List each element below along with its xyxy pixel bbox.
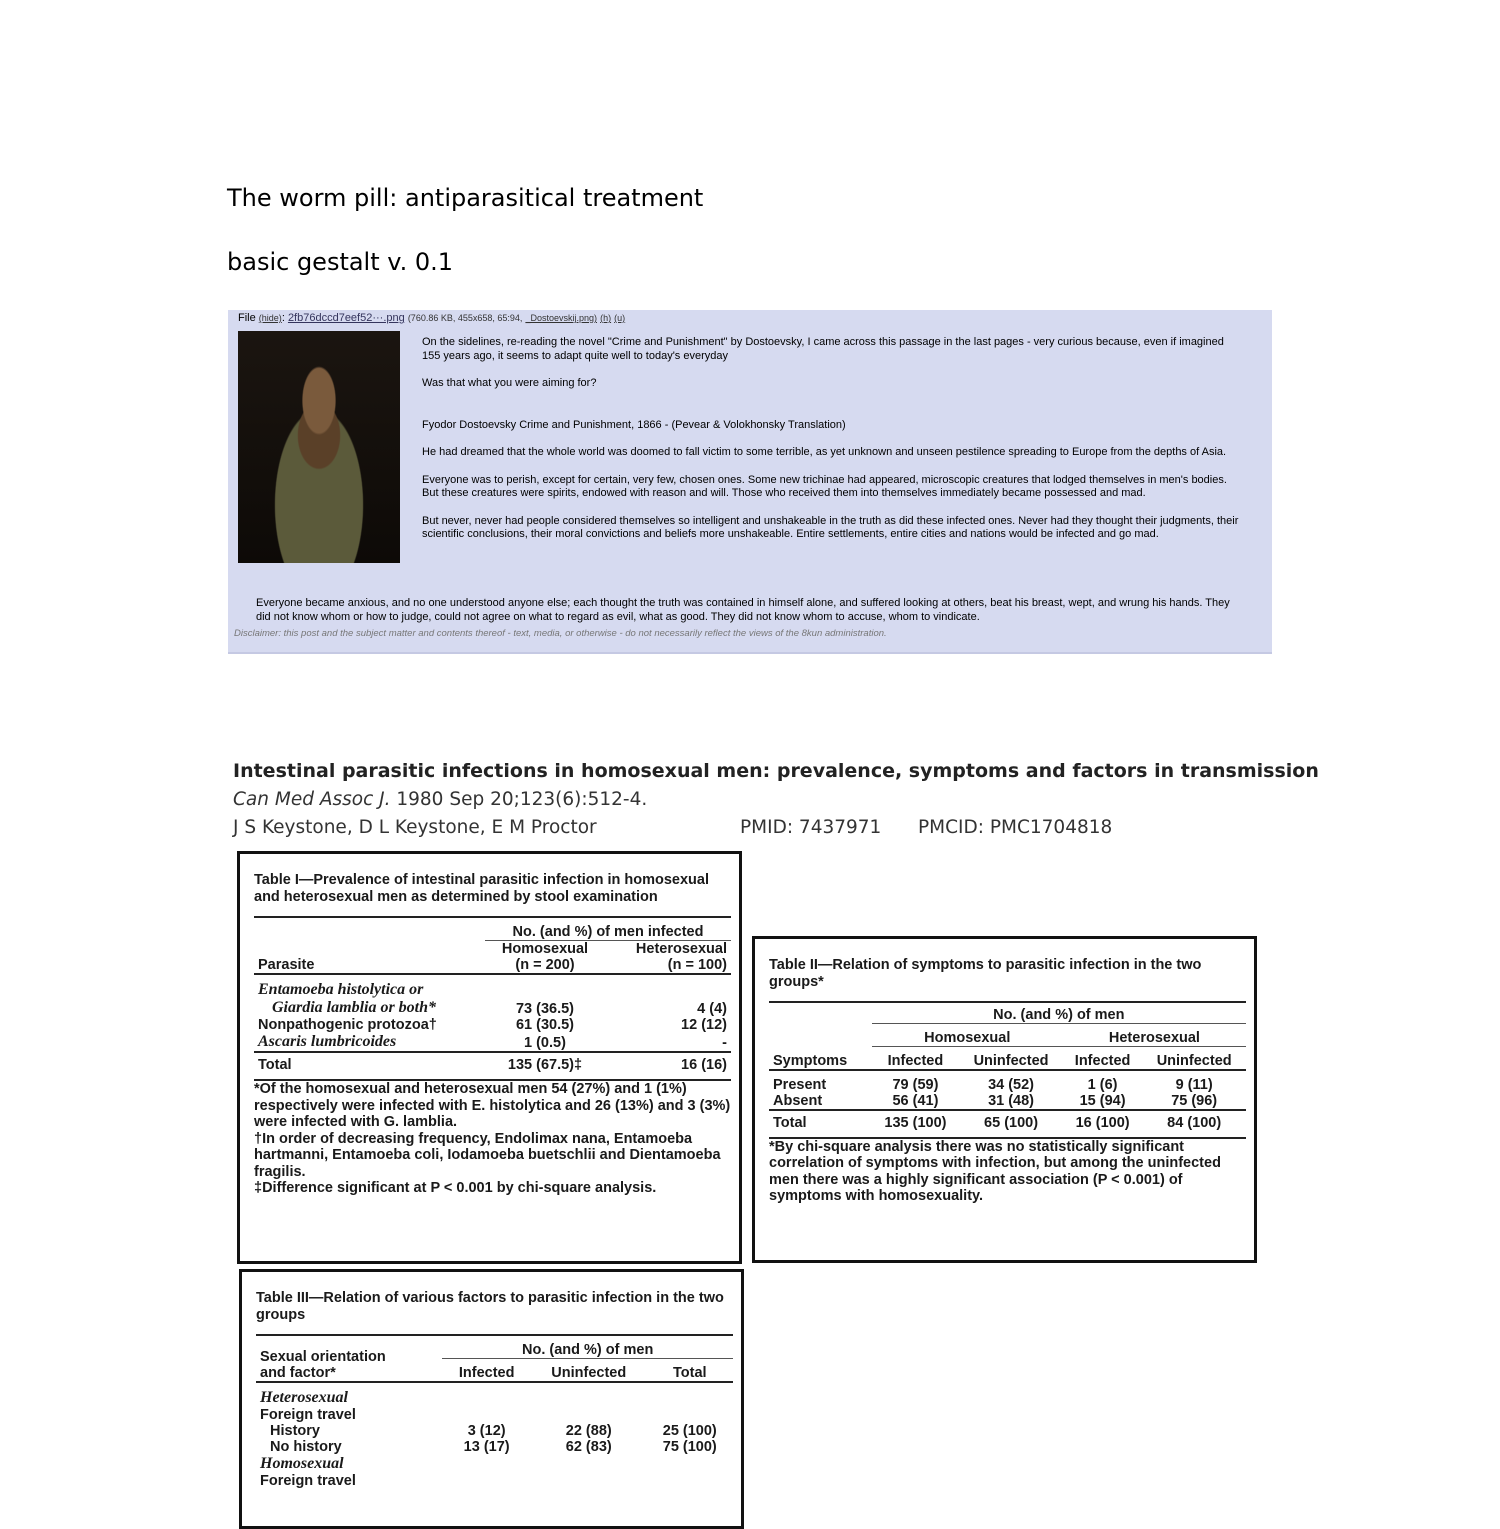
column-header: Uninfected [551, 1365, 627, 1381]
column-header-n: (n = 100) [667, 957, 727, 973]
h-link[interactable]: (h) [600, 313, 612, 323]
post-paragraph: But never, never had people considered themselves so intelligent and unshakeable in the truth as did these infected ones. Never had they thought their judgments, their scientific conclusions, their moral convictions and beliefs more unshakeable. Entire settlements, entire cities and nations would be infected and go mad. [422, 514, 1239, 540]
table-caption: Table III—Relation of various factors to parasitic infection in the two groups [256, 1290, 724, 1323]
table-row [256, 1382, 733, 1407]
table-footnote: *By chi-square analysis there was no statistically significant correlation of symptoms with infection, but among the uninfected men there was a highly significant association (P < 0.001) of symptoms with homosexuality. [769, 1137, 1246, 1205]
cell: 1 (6) [1087, 1076, 1118, 1093]
column-header: Infected [887, 1052, 944, 1069]
cell: 31 (48) [988, 1092, 1035, 1109]
cell: 9 (11) [1175, 1076, 1213, 1093]
column-header: Symptoms [773, 1052, 848, 1069]
post-body [422, 336, 1242, 556]
column-header: Infected [458, 1365, 515, 1381]
column-header: Heterosexual [635, 941, 727, 957]
cell: 62 (83) [565, 1439, 612, 1455]
hide-link[interactable]: (hide) [258, 313, 282, 323]
cell: 135 (67.5)‡ [507, 1057, 583, 1073]
cell: Entamoeba histolytica or [258, 981, 424, 998]
cell: 79 (59) [892, 1076, 939, 1093]
table-total-row [254, 1052, 731, 1073]
paper-authors: J S Keystone, D L Keystone, E M Proctor [233, 817, 597, 838]
cell: Total [773, 1114, 807, 1131]
cell: Homosexual [260, 1455, 344, 1472]
cell: 22 (88) [565, 1423, 612, 1439]
table-row [256, 1455, 733, 1473]
post-paragraph: Everyone was to perish, except for certain, very few, chosen ones. Some new trichinae had appeared, microscopic creatures that lodged themselves in men's bodies. But these creatures were spirits, endowed with reason and will. Those who received them into themselves immediately became possessed and mad. [422, 473, 1227, 499]
original-filename-link[interactable]: _Dostoevskij.png) [525, 313, 598, 323]
column-header: Uninfected [973, 1052, 1049, 1069]
cell: 16 (100) [1075, 1114, 1130, 1131]
column-header: Uninfected [1156, 1052, 1232, 1069]
filename-link[interactable]: 2fb76dccd7eef52···.png [287, 312, 405, 324]
post-paragraph: He had dreamed that the whole world was doomed to fall victim to some terrible, as yet unknown and unseen pestilence spreading to Europe from the depths of Asia. [422, 446, 1227, 458]
disclaimer: Disclaimer: this post and the subject matter and contents thereof - text, media, or otherwise - do not necessarily reflect the views of the 8kun administration. [234, 628, 887, 639]
cell: 75 (100) [662, 1439, 717, 1455]
column-group-header: No. (and %) of men [872, 1002, 1246, 1024]
table-row [256, 1439, 733, 1455]
paper-title: Intestinal parasitic infections in homosexual men: prevalence, symptoms and factors in transmission [233, 760, 1319, 782]
u-link[interactable]: (u) [614, 313, 626, 323]
cell: Foreign travel [260, 1473, 356, 1489]
post-paragraph: Was that what you were aiming for? [422, 377, 597, 389]
cell: 16 (16) [681, 1057, 727, 1073]
cell: Total [258, 1057, 292, 1073]
column-group-header: Heterosexual [1063, 1024, 1246, 1047]
cell: 4 (4) [697, 1001, 727, 1017]
table-row [254, 999, 731, 1017]
post-paragraph: Everyone became anxious, and no one understood anyone else; each thought the truth was contained in himself alone, and suffered looking at others, beat his breast, wept, and wrung his hands. They did not know whom or how to judge, could not agree on what to regard as evil, what as good. They did not know whom to accuse, whom to vindicate. [256, 597, 1230, 623]
cell: 56 (41) [892, 1092, 939, 1109]
cell: 34 (52) [988, 1076, 1035, 1093]
table-row [254, 974, 731, 999]
cell: Nonpathogenic protozoa† [258, 1017, 437, 1033]
cell: 135 (100) [884, 1114, 947, 1131]
cell: History [270, 1423, 320, 1439]
dostoevsky-portrait-image[interactable] [238, 331, 400, 563]
table-row [254, 1017, 731, 1033]
table-row [769, 1070, 1246, 1093]
cell: - [722, 1035, 727, 1051]
cell: 13 (17) [463, 1439, 510, 1455]
pmid: PMID: 7437971 [740, 817, 882, 838]
cell: 84 (100) [1167, 1114, 1222, 1131]
cell: No history [270, 1439, 342, 1455]
table-caption: Table II—Relation of symptoms to parasitic infection in the two groups* [769, 957, 1202, 990]
table-1 [237, 851, 742, 1264]
cell: 1 (0.5) [524, 1035, 566, 1051]
cell: 12 (12) [681, 1017, 727, 1033]
table-row [254, 1033, 731, 1052]
cell: 65 (100) [984, 1114, 1039, 1131]
column-header: Homosexual [501, 941, 589, 957]
table-3 [239, 1269, 744, 1529]
cell: 15 (94) [1079, 1092, 1126, 1109]
column-group-header: No. (and %) of men [442, 1335, 733, 1359]
column-header: Infected [1074, 1052, 1131, 1069]
post-paragraph: Fyodor Dostoevsky Crime and Punishment, 1866 - (Pevear & Volokhonsky Translation) [422, 418, 846, 431]
column-header: Total [672, 1365, 707, 1381]
file-label: File [238, 312, 256, 324]
table-row [256, 1423, 733, 1439]
column-header: Sexual orientation [260, 1349, 386, 1365]
document-subtitle: basic gestalt v. 0.1 [227, 248, 454, 276]
document-title: The worm pill: antiparasitical treatment [227, 184, 704, 212]
table-footnote: ‡Difference significant at P < 0.001 by chi-square analysis. [254, 1180, 657, 1196]
table-footnote: †In order of decreasing frequency, Endolimax nana, Entamoeba hartmanni, Entamoeba coli, Iodamoeba buetschlii and Dientamoeba fragilis. [254, 1130, 721, 1180]
column-header-n: (n = 200) [515, 957, 575, 973]
forum-post [228, 310, 1272, 654]
table-row [256, 1407, 733, 1423]
table-caption: Table I—Prevalence of intestinal parasitic infection in homosexual and heterosexual men as determined by stool examination [254, 872, 709, 905]
paper-citation: Can Med Assoc J. 1980 Sep 20;123(6):512-4. [233, 789, 648, 810]
column-group-header: No. (and %) of men infected [485, 917, 731, 941]
table-2 [752, 936, 1257, 1263]
cell: 73 (36.5) [515, 1001, 574, 1017]
cell: 75 (96) [1171, 1092, 1218, 1109]
column-group-header: Homosexual [872, 1024, 1063, 1047]
file-info-bar: File (hide): 2fb76dccd7eef52···.png (760.86 KB, 455x658, 65:94, _Dostoevskij.png) (h) (u) [238, 312, 626, 324]
pmcid: PMCID: PMC1704818 [918, 817, 1113, 838]
table-total-row [769, 1110, 1246, 1131]
cell: Foreign travel [260, 1407, 356, 1423]
cell: 3 (12) [467, 1423, 506, 1439]
table-footnote: *Of the homosexual and heterosexual men 54 (27%) and 1 (1%) respectively were infected with E. histolytica and 26 (13%) and 3 (3%) were infected with G. lamblia. [254, 1081, 731, 1130]
cell: Absent [773, 1092, 823, 1109]
file-meta: (760.86 KB, 455x658, 65:94, [407, 313, 523, 323]
post-paragraph: On the sidelines, re-reading the novel "Crime and Punishment" by Dostoevsky, I came across this passage in the last pages - very curious because, even if imagined 155 years ago, it seems to adapt quite well to today's everyday [422, 336, 1224, 362]
cell: Ascaris lumbricoides [258, 1033, 397, 1050]
column-header: and factor* [260, 1365, 336, 1381]
column-header: Parasite [258, 957, 315, 973]
cell: Giardia lamblia or both* [272, 999, 437, 1016]
table-row [256, 1473, 733, 1489]
cell: Heterosexual [260, 1389, 348, 1406]
cell: 25 (100) [662, 1423, 717, 1439]
cell: 61 (30.5) [515, 1017, 574, 1033]
table-row [769, 1093, 1246, 1110]
cell: Present [773, 1076, 827, 1093]
